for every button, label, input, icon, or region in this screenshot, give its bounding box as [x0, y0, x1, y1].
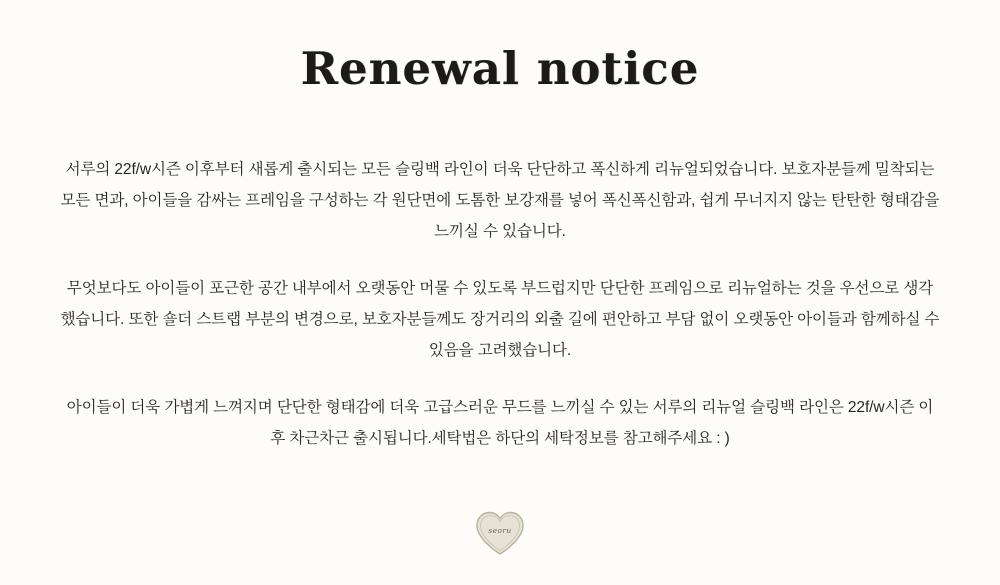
brand-logo — [0, 509, 1000, 557]
notice-paragraph-3: 아이들이 더욱 가볍게 느껴지며 단단한 형태감에 더욱 고급스러운 무드를 느끼실 수 있는 서루의 리뉴얼 슬링백 라인은 22f/w시즌 이후 차근차근 출시됩니다.세탁법은 하단의 세탁정보를 참고해주세요 : ) — [66, 399, 934, 447]
notice-body — [60, 154, 940, 454]
heart-icon — [473, 509, 527, 557]
brand-logo-label: seoru — [488, 526, 512, 535]
page-title: Renewal notice — [300, 42, 700, 95]
notice-paragraph-2: 무엇보다도 아이들이 포근한 공간 내부에서 오랫동안 머물 수 있도록 부드럽지만 단단한 프레임으로 리뉴얼하는 것을 우선으로 생각했습니다. 또한 숄더 스트랩 부분의 변경으로, 보호자분들께도 장거리의 외출 길에 편안하고 부담 없이 오랫동안 아이들과 함께하실 수 있음을 고려했습니다. — [60, 280, 940, 359]
title-body-spacer — [0, 96, 1000, 154]
notice-paragraph-1: 서루의 22f/w시즌 이후부터 새롭게 출시되는 모든 슬링백 라인이 더욱 단단하고 폭신하게 리뉴얼되었습니다. 보호자분들께 밀착되는 모든 면과, 아이들을 감싸는 프레임을 구성하는 각 원단면에 도톰한 보강재를 넣어 폭신폭신함과, 쉽게 무너지지 않는 탄탄한 형태감을 느끼실 수 있습니다. — [60, 161, 940, 240]
